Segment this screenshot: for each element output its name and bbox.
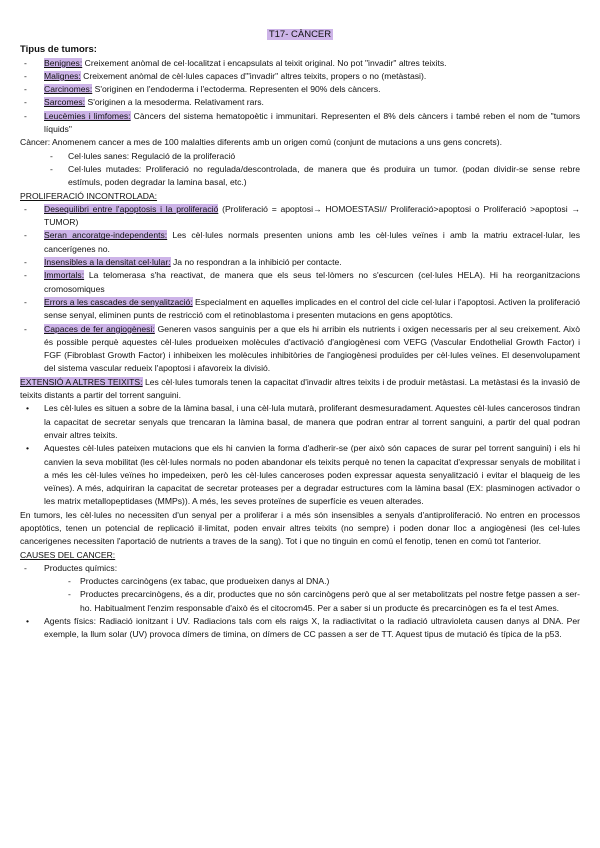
causes-list-2 (20, 615, 580, 642)
extension-intro: EXTENSIÓ A ALTRES TEIXITS: Les cèl·lules tumorals tenen la capacitat d'invadir altres teixits i de produir metàstasi. La metàstasi és la invasió de teixits distants a partir del torrent sanguini. (20, 376, 580, 401)
list-item: - Leucèmies i limfomes: Càncers del sistema hematopoètic i immunitari. Representen el 8% dels càncers i també reben el nom de "tumors líquids" (20, 110, 580, 137)
list-item: - Errors a les cascades de senyalització: Especialment en aquelles implicades en el control del cicle cel·lular i l'apoptosi. Activen la proliferació sense senyal, eliminen punts de restricció com el retinoblastoma i presenten mutacions en gens apoptòtics. (20, 296, 580, 323)
cells-list (20, 150, 580, 190)
list-item: - Productes precarcinògens, és a dir, productes que no són carcinògens però que al ser metabolitzats pel nostre fetge passen a ser-ho. Habitualment l'enzim responsable d'això és el citocrom45. Per a saber si un producte és precarcinògen es fa el test Ames. (20, 588, 580, 615)
tumor-paragraph: En tumors, les cèl·lules no necessiten d'un senyal per a proliferar i a més són insensibles a senyals d'antiproliferació. No entren en processos apoptòtics, tenen un potencial de replicació il·limitat, poden envair altres teixits (no sempre) i poden donar lloc a angiogènesi (les cel·lules cancerigenes necessiten l'aportació de nutrients a traves de la sang). Tot i que no tinguin en comú el fenotip, tenen en comú tot l'anterior. (20, 509, 580, 547)
list-item: • Agents físics: Radiació ionitzant i UV. Radiacions tals com els raigs X, la radiactivitat o la radiació ultravioleta causen danys al DNA. Per exemple, la llum solar (UV) provoca dímers de timina, on dímers de CC passen a ser de TT. Aquest tipus de mutació és típica de la p53. (20, 615, 580, 642)
tumor-types-list (20, 57, 580, 137)
section-heading-proliferacio: PROLIFERACIÓ INCONTROLADA: (20, 190, 158, 201)
list-item: - Productes químics: (20, 562, 580, 575)
cancer-intro: Càncer: Anomenem cancer a mes de 100 malalties diferents amb un origen comú (conjunt de mutacions a uns gens concrets). (20, 137, 502, 148)
list-item: - Benignes: Creixement anòmal de cel·localitzat i encapsulats al teixit original. No pot "invadir" altres teixits. (20, 57, 580, 70)
list-item: • Les cèl·lules es situen a sobre de la làmina basal, i una cèl·lula mutarà, proliferant desmesuradament. Aquestes cèl·lules cancerosos tindran la capacitat de secretar senyals que trencaran la làmina basal, de manera que podran entrar al torrent sanguini, a partir del qual podran envair altres teixits. (20, 402, 580, 442)
list-item: • Aquestes cèl·lules pateixen mutacions que els hi canvien la forma d'adherir-se (per això són capaces de surar pel torrent sanguini) i els hi canvien la seva mobilitat (les cèl·lules normals no poden abandonar els teixits perquè no tenen la capacitat d'expressar senyals de mobilitat i a més les cèl·lules veïnes ho impedeixen, però les cèl·lules canceroses poden expressar aquesta senyalització i evitar el blaqueig de les veïnes). A més, adquiriran la capacitat de secretar proteases per a degradar estructures com la làmina basal (EX: plasminogen activador o les matrix metallopeptidases (MMPs)). A més, les seves proteïnes de superfície es veuen alterades. (20, 442, 580, 508)
chemicals-sublist (20, 575, 580, 615)
section-heading-tipus: Tipus de tumors: (20, 44, 97, 56)
list-item: - Desequilibri entre l'apoptosis i la proliferació (Proliferació = apoptosi→ HOMOESTASI// Proliferació>apoptosi o Proliferació >apoptosi → TUMOR) (20, 203, 580, 230)
list-item: - Cel·lules sanes: Regulació de la proliferació (20, 150, 580, 163)
list-item: - Capaces de fer angiogènesi: Generen vasos sanguinis per a que els hi arribin els nutrients i oxigen necessaris per al seu creixement. Això és possible perquè aquestes cèl·lules produeixen molècules d'activació d'angiogènesi com VEFG (Vascular Endothelial Growth Factor) i FGF (Fibroblast Growth Factor) i inhibeixen les molècules inhibitòries de l'angiogènesi produïdes per cèl·lules veïnes. El desenvolupament del sistema vascular redueix l'apoptosi i afavoreix la divisió. (20, 323, 580, 376)
document-page (20, 0, 580, 642)
proliferation-list (20, 203, 580, 376)
list-item: - Insensibles a la densitat cel·lular: Ja no respondran a la inhibició per contacte. (20, 256, 580, 269)
section-heading-causes: CAUSES DEL CANCER: (20, 549, 116, 560)
list-item: - Cel·lules mutades: Proliferació no regulada/descontrolada, de manera que és produira un tumor. (podan dividir-se sense rebre estímuls, poden degradar la lamina basal, etc.) (20, 163, 580, 190)
extension-list (20, 402, 580, 508)
causes-list (20, 562, 580, 575)
list-item: - Productes carcinògens (ex tabac, que produeixen danys al DNA.) (20, 575, 580, 588)
list-item: - Malignes: Creixement anòmal de cèl·lules capaces d'"invadir" altres teixits, propers o no (metàstasi). (20, 70, 580, 83)
list-item: - Carcinomes: S'originen en l'endoderma i l'ectoderma. Representen el 90% dels càncers. (20, 83, 580, 96)
list-item: - Immortals: La telomerasa s'ha reactivat, de manera que els seus tel·lòmers no s'escurcen (cel·lules HELA). Hi ha reorganitzacions cromosomiques (20, 269, 580, 296)
list-item: - Sarcomes: S'originen a la mesoderma. Relativament rars. (20, 96, 580, 109)
page-title: T17- CÀNCER (268, 29, 332, 40)
list-item: - Seran ancoratge-independents: Les cèl·lules normals presenten unions amb les cèl·lules veïnes i amb la matriu extracel·lular, les cancerígenes no. (20, 229, 580, 256)
